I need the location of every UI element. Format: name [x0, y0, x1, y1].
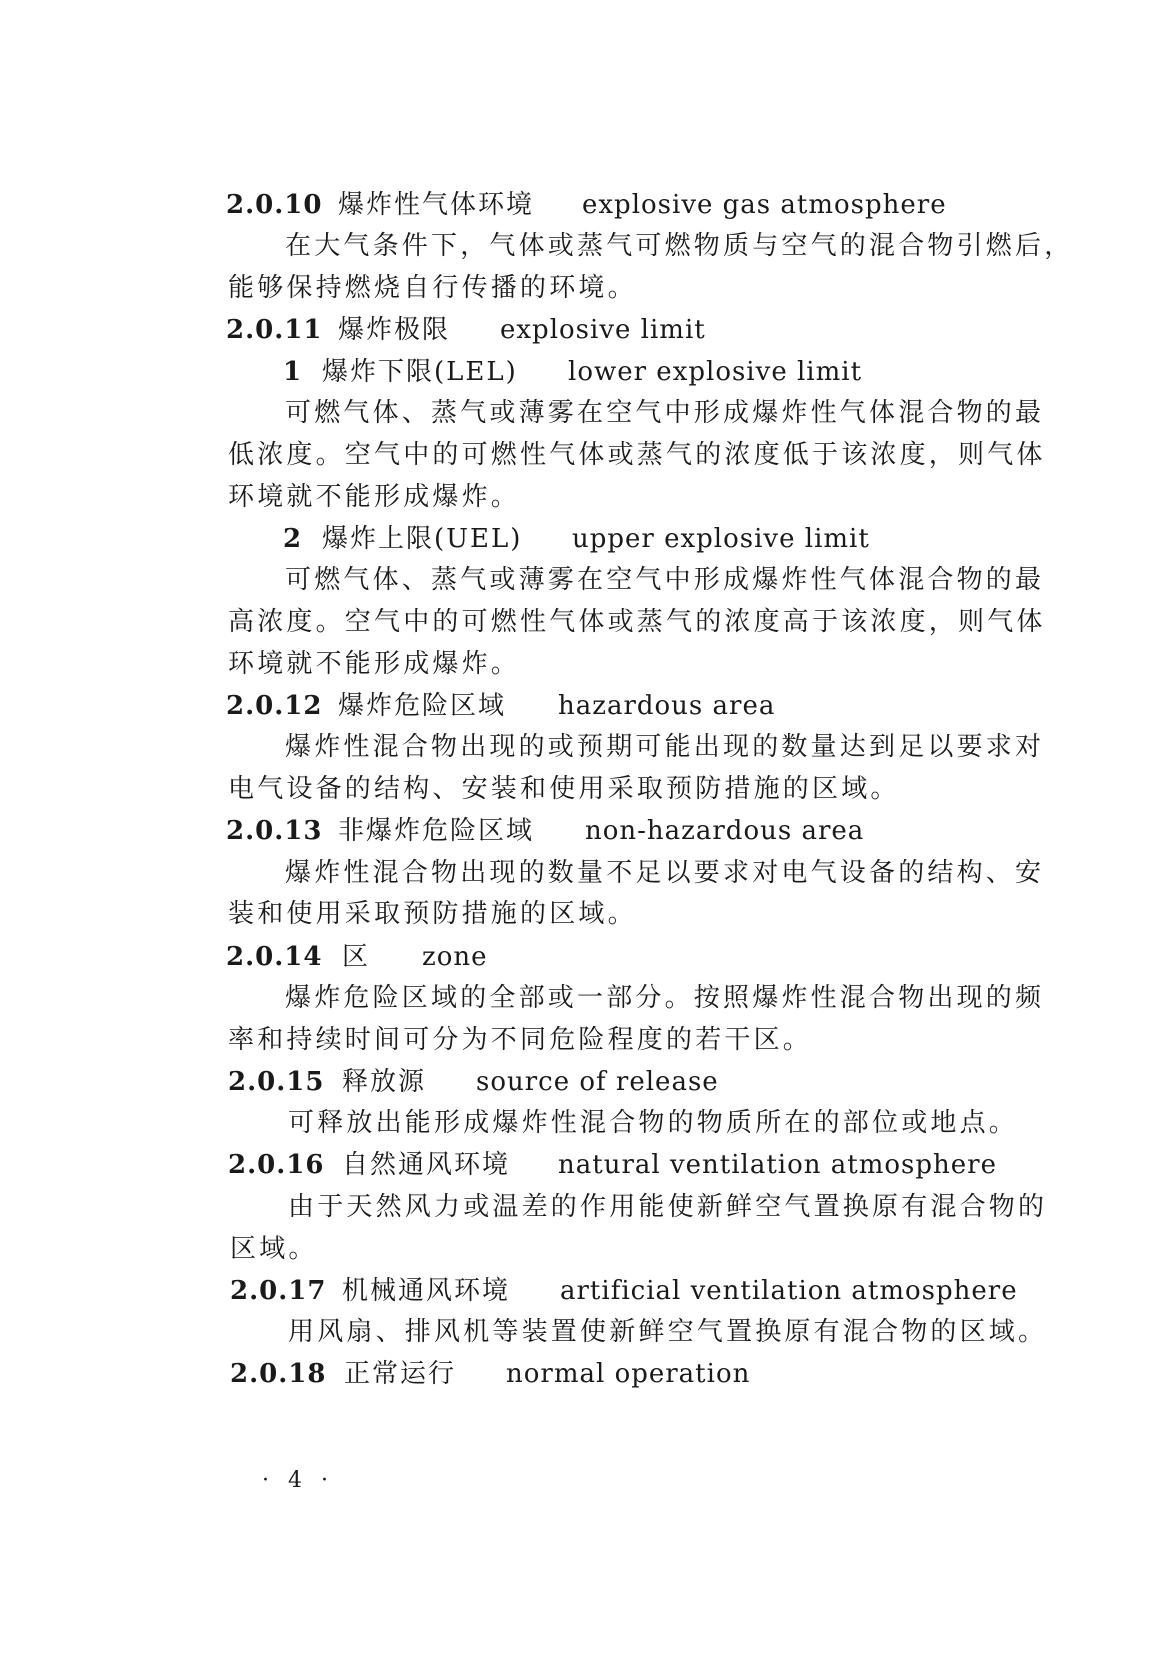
- term-english: lower explosive limit: [568, 357, 863, 387]
- term-chinese: 爆炸危险区域: [338, 691, 507, 721]
- term-english: upper explosive limit: [572, 524, 870, 554]
- term-chinese: 爆炸性气体环境: [338, 190, 535, 220]
- term-english: normal operation: [506, 1359, 751, 1389]
- term-english: hazardous area: [558, 691, 776, 721]
- clause-number: 2.0.18: [230, 1359, 327, 1389]
- term-chinese: 爆炸下限(LEL): [322, 357, 518, 387]
- document-page: 2.0.10 爆炸性气体环境 explosive gas atmosphere 在大气条件下，气体或蒸气可燃物质与空气的混合物引燃后， 能够保持燃烧自行传播的环境。 2.0.11 爆炸极限 explosive limit 1 爆炸下限(LEL) lower explosive limit 可燃气体、蒸气或薄雾在空气中形成爆炸性气体混合物的最 低浓度。空气中的可燃性气体或蒸气的浓度低于该浓度，则气体 环境就不能形成爆炸。 2 爆炸上限(UEL) upper explosive limit 可燃气体、蒸气或薄雾在空气中形成爆炸性气体混合物的最 高浓度。空气中的可燃性气体或蒸气的浓度高于该浓度，则气体 环境就不能形成爆炸。 2.0.12 爆炸危险区域 hazardous area 爆炸性混合物出现的或预期可能出现的数量达到足以要求对 电气设备的结构、安装和使用采取预防措施的区域。 2.0.13 非爆炸危险区域 non-hazardous area 爆炸性混合物出现的数量不足以要求对电气设备的结构、安 装和使用采取预防措施的区域。 2.0.14 区 zone 爆炸危险区域的全部或一部分。按照爆炸性混合物出现的频 率和持续时间可分为不同危险程度的若干区。 2.0.15 释放源 source of release 可释放出能形成爆炸性混合物的物质所在的部位或地点。 2.0.16 自然通风环境 natural ventilation atmosphere 由于天然风力或温差的作用能使新鲜空气置换原有混合物的 区域。 2.0.17 机械通风环境 artificial ventilation atmosphere 用风扇、排风机等装置使新鲜空气置换原有混合物的区域。 2.0.18 正常运行 normal operation · 4 ·: [226, 190, 1074, 1493]
- sub-clause-number: 2: [283, 524, 303, 554]
- clause-number: 2.0.17: [230, 1276, 327, 1306]
- term-chinese: 释放源: [342, 1067, 427, 1097]
- term-english: natural ventilation atmosphere: [558, 1150, 997, 1180]
- term-english: explosive limit: [500, 315, 706, 345]
- clause-number: 2.0.15: [228, 1067, 325, 1097]
- term-chinese: 机械通风环境: [342, 1276, 511, 1306]
- sub-clause-number: 1: [283, 357, 303, 387]
- term-english: explosive gas atmosphere: [582, 190, 947, 220]
- clause-number: 2.0.10: [226, 190, 323, 220]
- term-chinese: 区: [342, 942, 371, 972]
- clause-number: 2.0.12: [226, 691, 323, 721]
- page-number: · 4 ·: [262, 1468, 334, 1493]
- term-chinese: 爆炸极限: [338, 315, 451, 345]
- term-english: artificial ventilation atmosphere: [560, 1276, 1018, 1306]
- term-chinese: 爆炸上限(UEL): [322, 524, 523, 554]
- clause-number: 2.0.16: [228, 1150, 325, 1180]
- clause-number: 2.0.11: [226, 315, 323, 345]
- term-chinese: 正常运行: [344, 1359, 457, 1389]
- term-english: zone: [422, 942, 488, 972]
- clause-number: 2.0.14: [226, 942, 323, 972]
- term-english: source of release: [476, 1067, 719, 1097]
- term-english: non-hazardous area: [585, 816, 865, 846]
- term-chinese: 非爆炸危险区域: [338, 816, 535, 846]
- term-chinese: 自然通风环境: [342, 1150, 511, 1180]
- clause-number: 2.0.13: [226, 816, 323, 846]
